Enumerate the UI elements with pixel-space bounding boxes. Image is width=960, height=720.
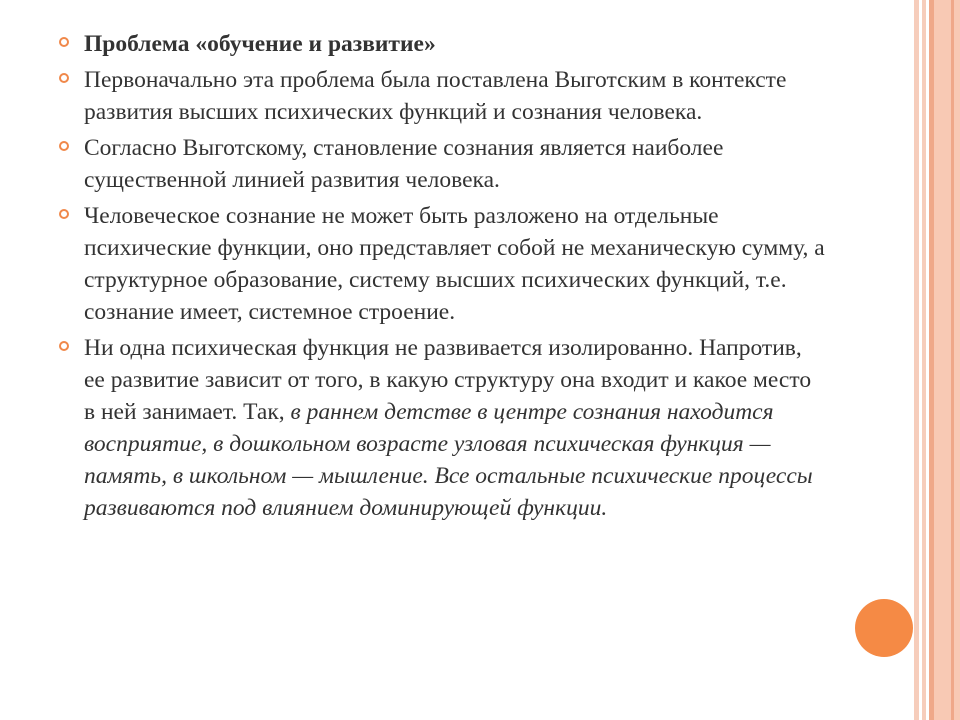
bullet-item [58,132,828,196]
bullet-item [58,332,828,524]
decor-stripe [934,0,960,720]
bullet-circle-icon [59,37,69,47]
decor-stripe [914,0,919,720]
decor-stripe [951,0,954,720]
decor-circle [855,599,913,657]
bullet-list [58,28,828,528]
bullet-circle-icon [59,209,69,219]
bullet-text-italic: в раннем детстве в центре сознания находится восприятие, в дошкольном возрасте узловая психическая функция — память, в школьном — мышление. Все остальные психические процессы развиваются под влиянием доминирующей функции. [84,399,813,521]
bullet-item [58,200,828,328]
decor-stripe [922,0,926,720]
bullet-text: Ни одна психическая функция не развивается изолированно. Напротив, ее развитие зависит от того, в какую структуру она входит и какое место в ней занимает. Так, [84,335,812,425]
bullet-item-title [58,28,828,60]
slide-title: Проблема «обучение и развитие» [84,31,436,57]
bullet-text: Первоначально эта проблема была поставлена Выготским в контексте развития высших психических функций и сознания человека. [84,67,787,125]
bullet-circle-icon [59,73,69,83]
bullet-circle-icon [59,141,69,151]
bullet-circle-icon [59,341,69,351]
bullet-item [58,64,828,128]
bullet-text: Согласно Выготскому, становление сознания является наиболее существенной линией развития человека. [84,135,724,193]
bullet-text: Человеческое сознание не может быть разложено на отдельные психические функции, оно представляет собой не механическую сумму, а структурное образование, систему высших психических функций, т.е. сознание имеет, системное строение. [84,203,825,325]
